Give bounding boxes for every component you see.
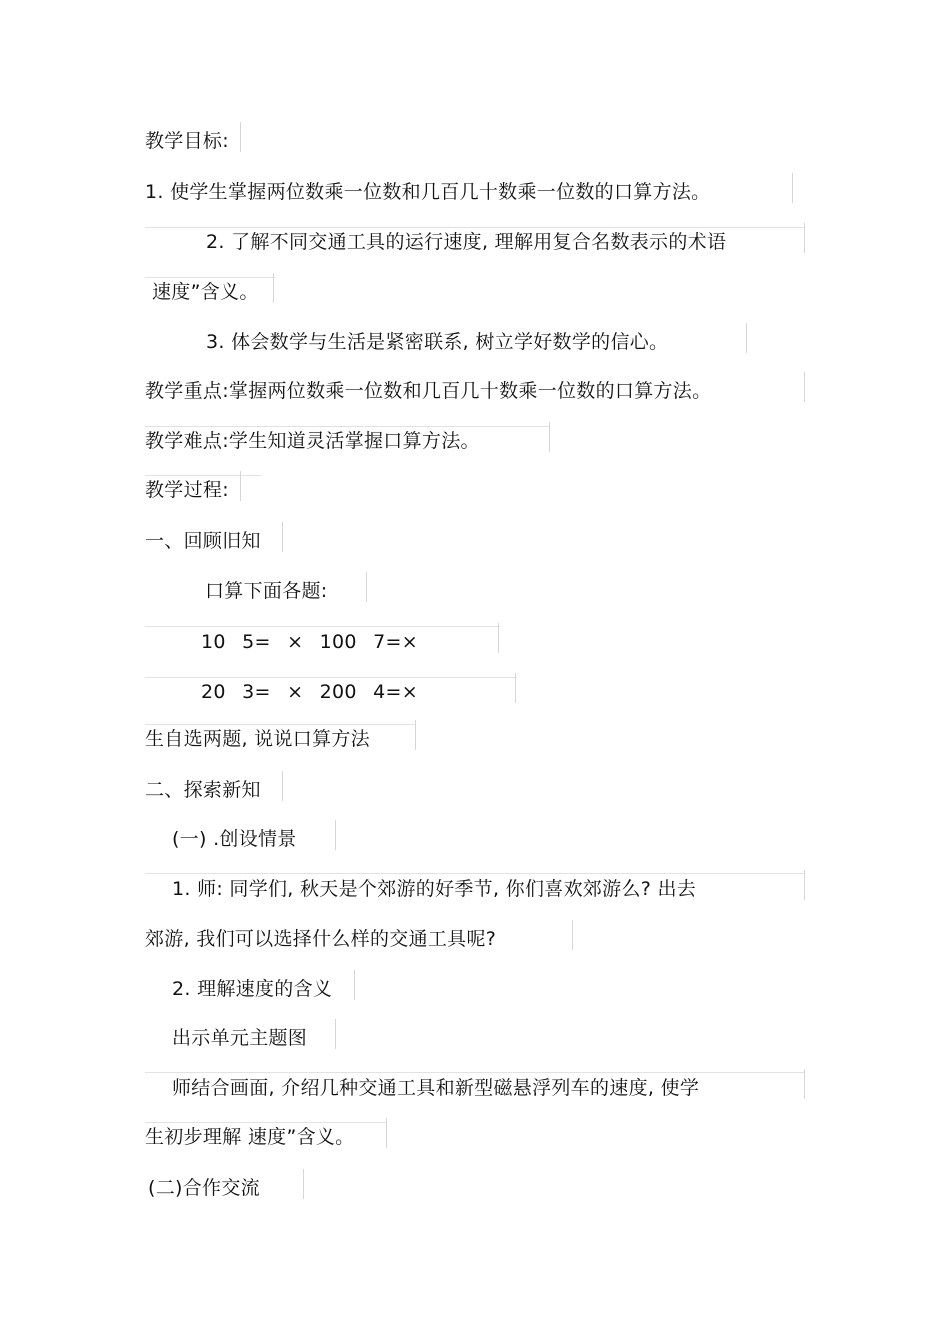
table-rule xyxy=(145,277,275,278)
teacher-intro-line-1: 师结合画面, 介绍几种交通工具和新型磁悬浮列车的速度, 使学 xyxy=(172,1075,805,1101)
table-rule xyxy=(145,873,805,874)
objective-1: 1. 使学生掌握两位数乘一位数和几百几十数乘一位数的口算方法。 xyxy=(145,179,793,205)
show-theme-picture: 出示单元主题图 xyxy=(172,1025,336,1051)
sub-section-scenario: (一) .创设情景 xyxy=(172,826,336,852)
table-rule xyxy=(145,475,261,476)
section-review: 一、回顾旧知 xyxy=(145,528,283,554)
key-point: 教学重点:掌握两位数乘一位数和几百几十数乘一位数的口算方法。 xyxy=(145,378,805,404)
sub-section-cooperation: (二)合作交流 xyxy=(148,1175,304,1201)
math-row-1: 10 5= × 100 7=× xyxy=(201,629,499,655)
table-rule xyxy=(145,1072,805,1073)
understand-speed: 2. 理解速度的含义 xyxy=(172,976,355,1002)
teacher-question-line-2: 郊游, 我们可以选择什么样的交通工具呢? xyxy=(145,926,573,952)
section-explore: 二、探索新知 xyxy=(145,777,283,803)
table-rule xyxy=(145,677,517,678)
difficulty: 教学难点:学生知道灵活掌握口算方法。 xyxy=(145,428,550,454)
objective-2-line-1: 2. 了解不同交通工具的运行速度, 理解用复合名数表示的术语 xyxy=(206,229,805,255)
process-title: 教学过程: xyxy=(145,477,241,503)
objective-3: 3. 体会数学与生活是紧密联系, 树立学好数学的信心。 xyxy=(206,329,747,355)
teacher-intro-line-2: 生初步理解 速度”含义。 xyxy=(145,1124,387,1150)
table-rule xyxy=(145,426,550,427)
math-row-2: 20 3= × 200 4=× xyxy=(201,679,516,705)
table-rule xyxy=(145,626,500,627)
objective-2-line-2: 速度”含义。 xyxy=(152,279,274,305)
oral-calc-intro: 口算下面各题: xyxy=(205,578,367,604)
table-rule xyxy=(145,1122,387,1123)
choose-two-problems: 生自选两题, 说说口算方法 xyxy=(145,726,416,752)
table-rule xyxy=(145,724,416,725)
objectives-title: 教学目标: xyxy=(145,128,241,154)
table-rule xyxy=(145,227,805,228)
teacher-question-line-1: 1. 师: 同学们, 秋天是个郊游的好季节, 你们喜欢郊游么? 出去 xyxy=(172,876,805,902)
